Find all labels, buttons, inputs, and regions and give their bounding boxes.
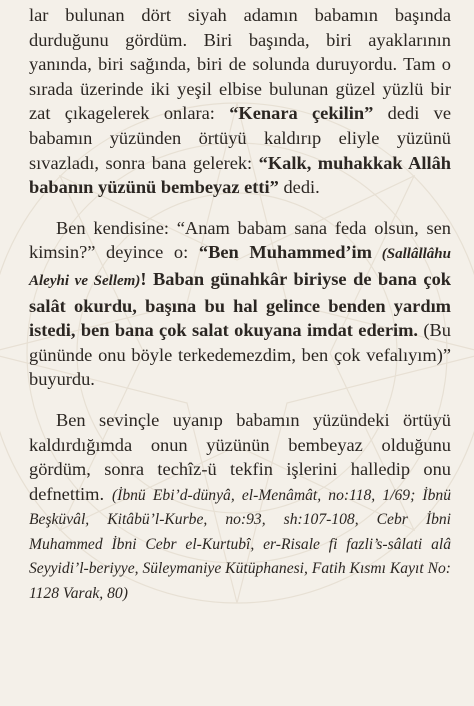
quote-ben-muhammed: “Ben Muhammed’im	[198, 242, 372, 263]
salawat-phrase: (Sallâllâhu Aleyhi ve Sellem)	[29, 246, 451, 289]
paragraph-2-text-a: Ben kendisine: “Anam babam sana feda olsun, sen kimsin?” deyince o:	[29, 217, 451, 263]
citation: (İbnü Ebi’d-dünyâ, el-Menâmât, no:118, 1/69; İbnü Beşküvâl, Kitâbü’l-Kurbe, no:93, sh:107-108, Cebr İbni Muhammed İbni Cebr el-Kurtubî, er-Risale fi fazli’s-sâlati alâ Seyyidi’l-beriyye, Süleymaniye Kütüphanesi, Fatih Kısmı Kayıt No: 1128 Varak, 80)	[29, 486, 451, 603]
paragraph-1-text-a: lar bulunan dört siyah adamın babamın başında durduğunu gördüm. Biri başında, biri ayaklarının yanında, biri sağında, biri de solunda duruyordu. Tam o sırada üzerinde iki yeşil elbise bulunan güzel yüzlü bir zat çıkagelerek onlara:	[29, 5, 451, 124]
paragraph-3	[29, 408, 451, 605]
document-page	[29, 3, 451, 605]
quote-baban-gunahkar: ! Baban günahkâr biriyse de bana çok salât okurdu, başına bu hal gelince benden yardım istedi, ben bana çok salat okuyana imdat ederim.	[29, 268, 451, 341]
quote-kalk: “Kalk, muhakkak Allâh babanın yüzünü bembeyaz etti”	[29, 152, 452, 198]
paragraph-1	[29, 3, 451, 200]
paragraph-2-text-b: (Bu gününde onu böyle terkedemezdim, ben çok vefalıyım)” buyurdu.	[29, 320, 451, 390]
paragraph-1-text-b: dedi ve babamın yüzünden örtüyü kaldırıp eliyle yüzünü sıvazladı, sonra bana gelerek:	[29, 103, 452, 173]
paragraph-2	[29, 216, 451, 392]
paragraph-3-text: Ben sevinçle uyanıp babamın yüzündeki örtüyü kaldırdığımda onun yüzünün bembeyaz olduğunu gördüm, sonra techîz-ü tekfin işlerini halledip onu defnettim.	[29, 409, 451, 504]
quote-kenara-cekilin: “Kenara çekilin”	[229, 103, 374, 124]
paragraph-1-text-c: dedi.	[278, 177, 320, 198]
